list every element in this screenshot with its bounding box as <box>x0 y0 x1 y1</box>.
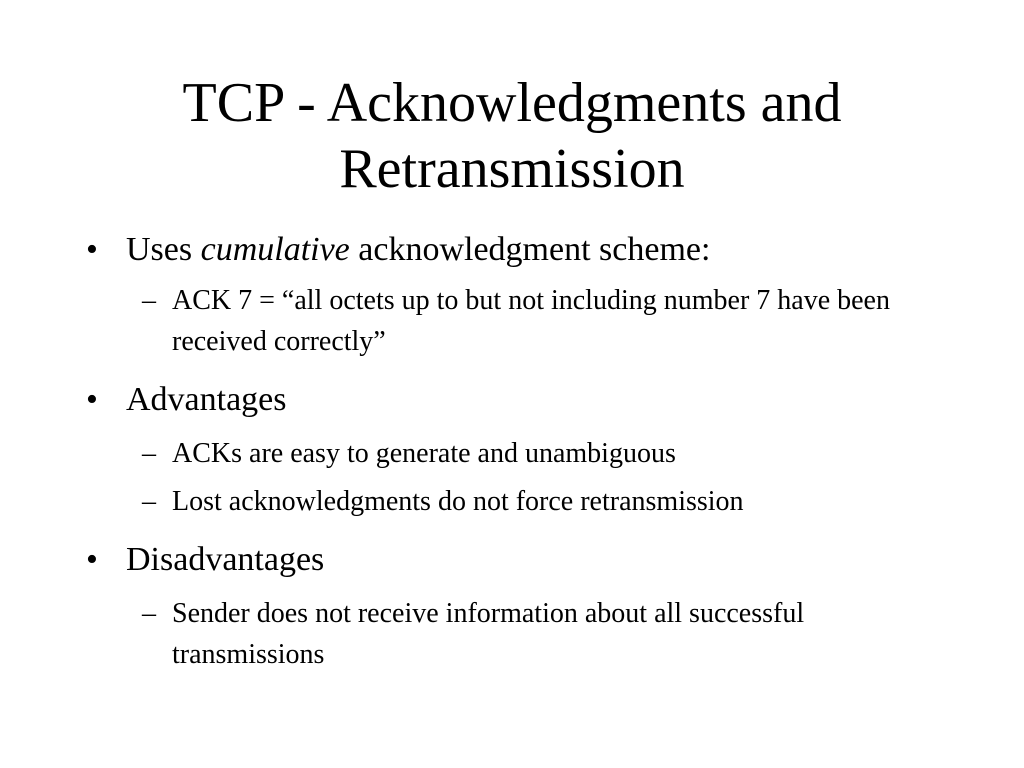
sub-item-text: Sender does not receive information about all successful transmissions <box>172 598 805 670</box>
sub-item-advantage-1 <box>86 433 946 474</box>
bullet-icon: • <box>86 541 98 578</box>
bullet-text-emphasis: cumulative <box>200 231 350 268</box>
title-line-1: TCP - Acknowledgments and <box>182 72 842 134</box>
bullet-text: Advantages <box>126 381 287 418</box>
bullet-text-post: acknowledgment scheme: <box>349 231 711 268</box>
title-line-2: Retransmission <box>339 138 685 200</box>
dash-icon: – <box>142 486 156 517</box>
bullet-text-pre: Uses <box>126 231 201 268</box>
sub-item-text: Lost acknowledgments do not force retransmission <box>172 486 744 517</box>
sub-item-advantage-2 <box>86 481 946 522</box>
dash-icon: – <box>142 438 156 469</box>
bullet-icon: • <box>86 381 98 418</box>
dash-icon: – <box>142 285 156 316</box>
slide-body <box>86 230 946 675</box>
sub-item-disadvantage-1 <box>86 593 946 675</box>
slide-title <box>60 70 964 202</box>
sub-item-ack-definition <box>86 280 946 362</box>
bullet-text: Disadvantages <box>126 541 325 578</box>
dash-icon: – <box>142 598 156 629</box>
bullet-icon: • <box>86 231 98 268</box>
bullet-item-disadvantages <box>86 540 946 580</box>
sub-item-text: ACKs are easy to generate and unambiguous <box>172 438 676 469</box>
bullet-item-cumulative <box>86 230 946 270</box>
bullet-item-advantages <box>86 380 946 420</box>
sub-item-text: ACK 7 = “all octets up to but not including number 7 have been received correctly” <box>172 285 890 357</box>
